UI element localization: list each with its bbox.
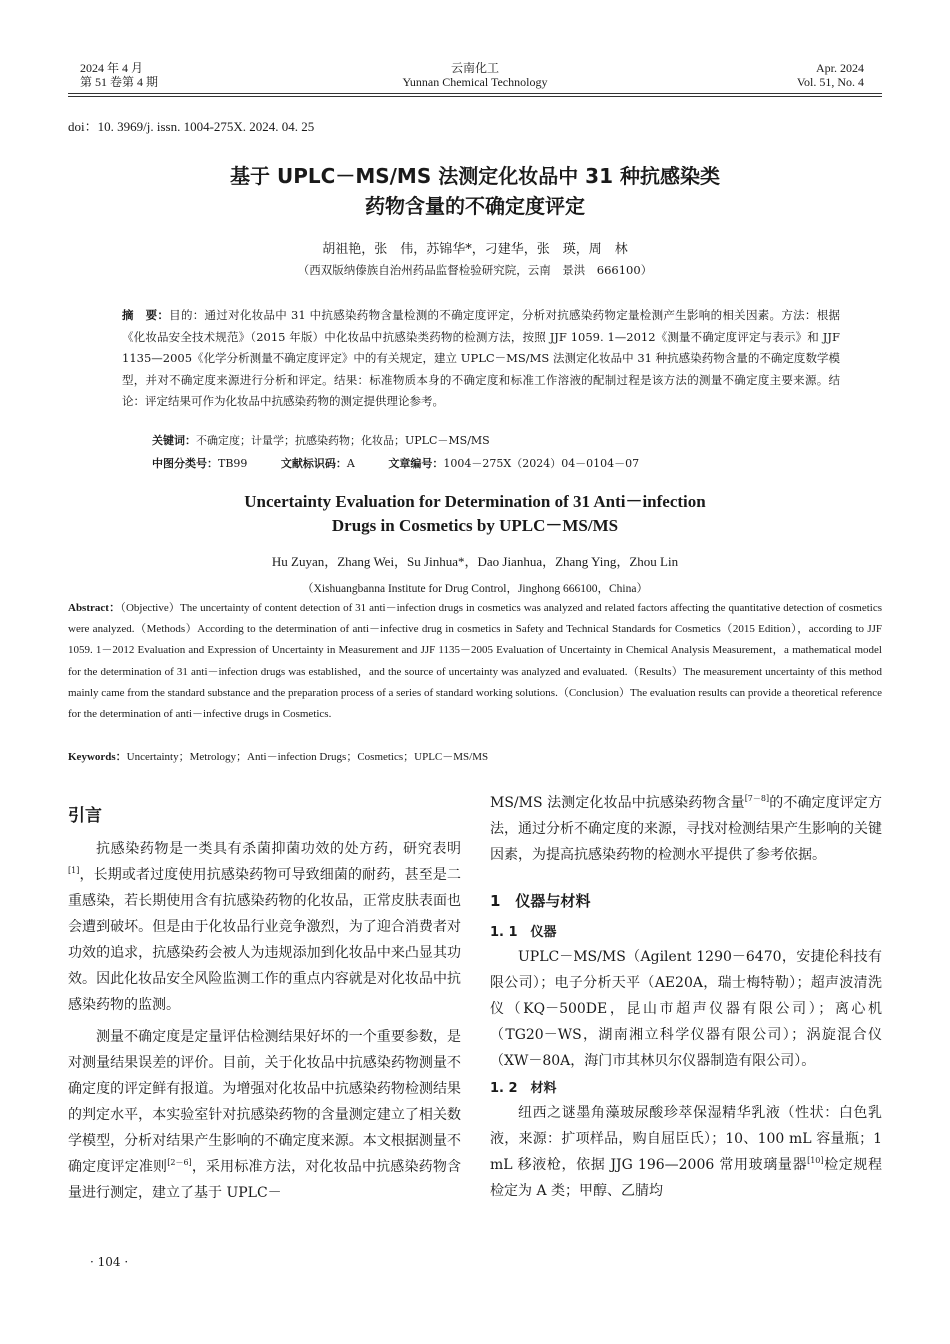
left-column xyxy=(68,836,461,1206)
keywords-en-text: Uncertainty；Metrology；Anti－infection Drugs；Cosmetics；UPLC－MS/MS xyxy=(126,751,489,763)
header-journal-cn: 云南化工 xyxy=(450,61,499,75)
citation-10: [10] xyxy=(807,1156,824,1165)
title-cn-line2: 药物含量的不确定度评定 xyxy=(365,194,585,218)
clc-value: TB99 xyxy=(218,457,248,470)
header-rule xyxy=(68,93,882,94)
section-1-heading: 1 仪器与材料 xyxy=(490,892,591,910)
citation-1: [1] xyxy=(68,866,80,875)
section-1-2-text xyxy=(490,1100,882,1204)
intro-p2-text-b: ，采用标准方法，对化妆品中抗感染药物含量进行测定，建立了基于 UPLC－ xyxy=(68,1159,462,1201)
header-date: 2024 年 4 月 xyxy=(80,61,144,75)
classification xyxy=(152,455,852,471)
authors-en: Hu Zuyan，Zhang Wei，Su Jinhua*，Dao Jianhua，Zhang Ying，Zhou Lin xyxy=(271,554,679,569)
doc-code-label: 文献标识码： xyxy=(280,457,347,470)
keywords-cn-label: 关键词： xyxy=(152,434,196,447)
intro-paragraph-2-continued xyxy=(490,790,882,868)
abstract-en-label: Abstract： xyxy=(68,602,121,614)
section-1-1-text: UPLC－MS/MS（Agilent 1290－6470，安捷伦科技有限公司）；电子分析天平（AE20A，瑞士梅特勒）；超声波清洗仪（KQ－500DE，昆山市超声仪器有限公司）；离心机（TG20－WS，湖南湘立科学仪器有限公司）；涡旋混合仪（XW－80A，海门市其林贝尔仪器制造有限公司）。 xyxy=(490,949,882,1069)
abstract-cn-text: 目的：通过对化妆品中 31 中抗感染药物含量检测的不确定度评定，分析对抗感染药物定量检测产生影响的相关因素。方法：根据《化妆品安全技术规范》（2015 年版）中化妆品中抗感染类药物的检测方法，按照 JJF 1059. 1—2012《测量不确定度评定与表示》和 JJF 1135—2005《化学分析测量不确定度评定》中的有关规定，建立 UPLC－MS/MS 法测定化妆品中 31 种抗感染药物含量的不确定度数学模型，并对不确定度来源进行分析和评定。结果：标准物质本身的不确定度和标准工作溶液的配制过程是该方法的测量不确定度主要来源。结论：评定结果可作为化妆品中抗感染药物的测定提供理论参考。 xyxy=(122,308,840,408)
intro-heading: 引言 xyxy=(68,806,102,826)
title-en-line2: Drugs in Cosmetics by UPLC－MS/MS xyxy=(331,516,619,535)
affiliation-cn: （西双版纳傣族自治州药品监督检验研究院，云南 景洪 666100） xyxy=(297,263,653,277)
intro-p2-text-a: 测量不确定度是定量评估检测结果好坏的一个重要参数，是对测量结果误差的评价。目前，关于化妆品中抗感染药物测量不确定度的评定鲜有报道。为增强对化妆品中抗感染药物检测结果的判定水平，本实验室针对抗感染药物的含量测定建立了相关数学模型，分析对结果产生影响的不确定度来源。本文根据测量不确定度评定准则 xyxy=(68,1029,461,1175)
authors-cn: 胡祖艳，张 伟，苏锦华*，刁建华，张 瑛，周 林 xyxy=(322,242,628,257)
intro-p1-text-a: 抗感染药物是一类具有杀菌抑菌功效的处方药，研究表明 xyxy=(96,841,461,857)
header-rule-2 xyxy=(68,96,882,97)
abstract-cn-label: 摘 要： xyxy=(122,308,170,322)
citation-2-6: [2－6] xyxy=(167,1158,192,1167)
article-number-value: 1004－275X（2024）04－0104－07 xyxy=(443,457,640,470)
intro-p2-cont-text-a: MS/MS 法测定化妆品中抗感染药物含量 xyxy=(490,795,745,811)
page-number: · 104 · xyxy=(90,1255,129,1269)
section-1-2-heading: 1. 2 材料 xyxy=(490,1081,557,1096)
keywords-en xyxy=(68,748,488,764)
section-1-2-text-b: 检定规程检定为 A 类；甲醇、乙腈均 xyxy=(490,1157,883,1199)
intro-paragraph-1 xyxy=(68,836,461,1018)
intro-p2-cont-text-b: 的不确定度评定方法，通过分析不确定度的来源，寻找对检测结果产生影响的关键因素，为提高抗感染药物的检测水平提供了参考依据。 xyxy=(490,795,882,863)
abstract-en xyxy=(68,598,882,725)
doc-code-value: A xyxy=(346,457,355,470)
section-1-2-text-a: 纽西之谜墨角藻玻尿酸珍萃保湿精华乳液（性状：白色乳液，来源：扩项样品，购自屈臣氏）；10、100 mL 容量瓶；1 mL 移液枪，依据 JJG 196—2006 常用玻璃量器 xyxy=(490,1105,882,1173)
title-en xyxy=(68,490,882,538)
clc-label: 中图分类号： xyxy=(152,457,218,470)
abstract-cn xyxy=(122,305,840,413)
intro-p1-text-b: ，长期或者过度使用抗感染药物可导致细菌的耐药，甚至是二重感染，若长期使用含有抗感染药物的化妆品，正常皮肤表面也会遭到破坏。但是由于化妆品行业竞争激烈，为了迎合消费者对功效的追求，抗感染药会被人为违规添加到化妆品中来凸显其功效。因此化妆品安全风险监测工作的重点内容就是对化妆品中抗感染药物的监测。 xyxy=(68,867,461,1013)
article-number-label: 文章编号： xyxy=(388,457,444,470)
keywords-en-label: Keywords： xyxy=(68,751,127,763)
title-en-line1: Uncertainty Evaluation for Determination of 31 Anti－infection xyxy=(244,492,706,511)
keywords-cn-text: 不确定度；计量学；抗感染药物；化妆品；UPLC－MS/MS xyxy=(196,434,490,447)
right-column xyxy=(490,790,882,1204)
header-journal-en: Yunnan Chemical Technology xyxy=(402,75,548,89)
section-1-1-heading: 1. 1 仪器 xyxy=(490,925,557,940)
keywords-cn xyxy=(152,432,490,448)
header-volume-en: Vol. 51, No. 4 xyxy=(796,75,864,89)
header-date-en: Apr. 2024 xyxy=(816,61,864,75)
intro-paragraph-2 xyxy=(68,1024,461,1206)
title-cn-line1: 基于 UPLC－MS/MS 法测定化妆品中 31 种抗感染类 xyxy=(230,164,720,188)
doi: doi：10. 3969/j. issn. 1004-275X. 2024. 04. 25 xyxy=(68,119,315,134)
header-volume: 第 51 卷第 4 期 xyxy=(80,75,159,89)
abstract-en-text: （Objective）The uncertainty of content detection of 31 anti－infection drugs in cosmetics was analyzed and related factors affecting the quantitative detection of cosmetics were analyzed.（Methods）According to the determination of anti－infective drug in cosmetics in Safety and Technical Standards for Cosmetics（2015 Edition），according to JJF 1059. 1－2012 Evaluation and Expression of Uncertainty in Measurement and JJF 1135－2005 Evaluation of Uncertainty in Chemical Analysis Measurement，a mathematical model for the determination of 31 anti－infection drugs was established，and the source of uncertainty was analyzed and evaluated.（Results）The measurement uncertainty of this method mainly came from the standard substance and the preparation process of a series of standard working solutions.（Conclusion）The evaluation results can provide a theoretical reference for the determination of anti－infective drugs in Cosmetics. xyxy=(68,602,883,721)
title-cn xyxy=(68,161,882,221)
citation-7-8: [7－8] xyxy=(744,794,770,803)
affiliation-en: （Xishuangbanna Institute for Drug Control，Jinghong 666100，China） xyxy=(302,583,648,595)
